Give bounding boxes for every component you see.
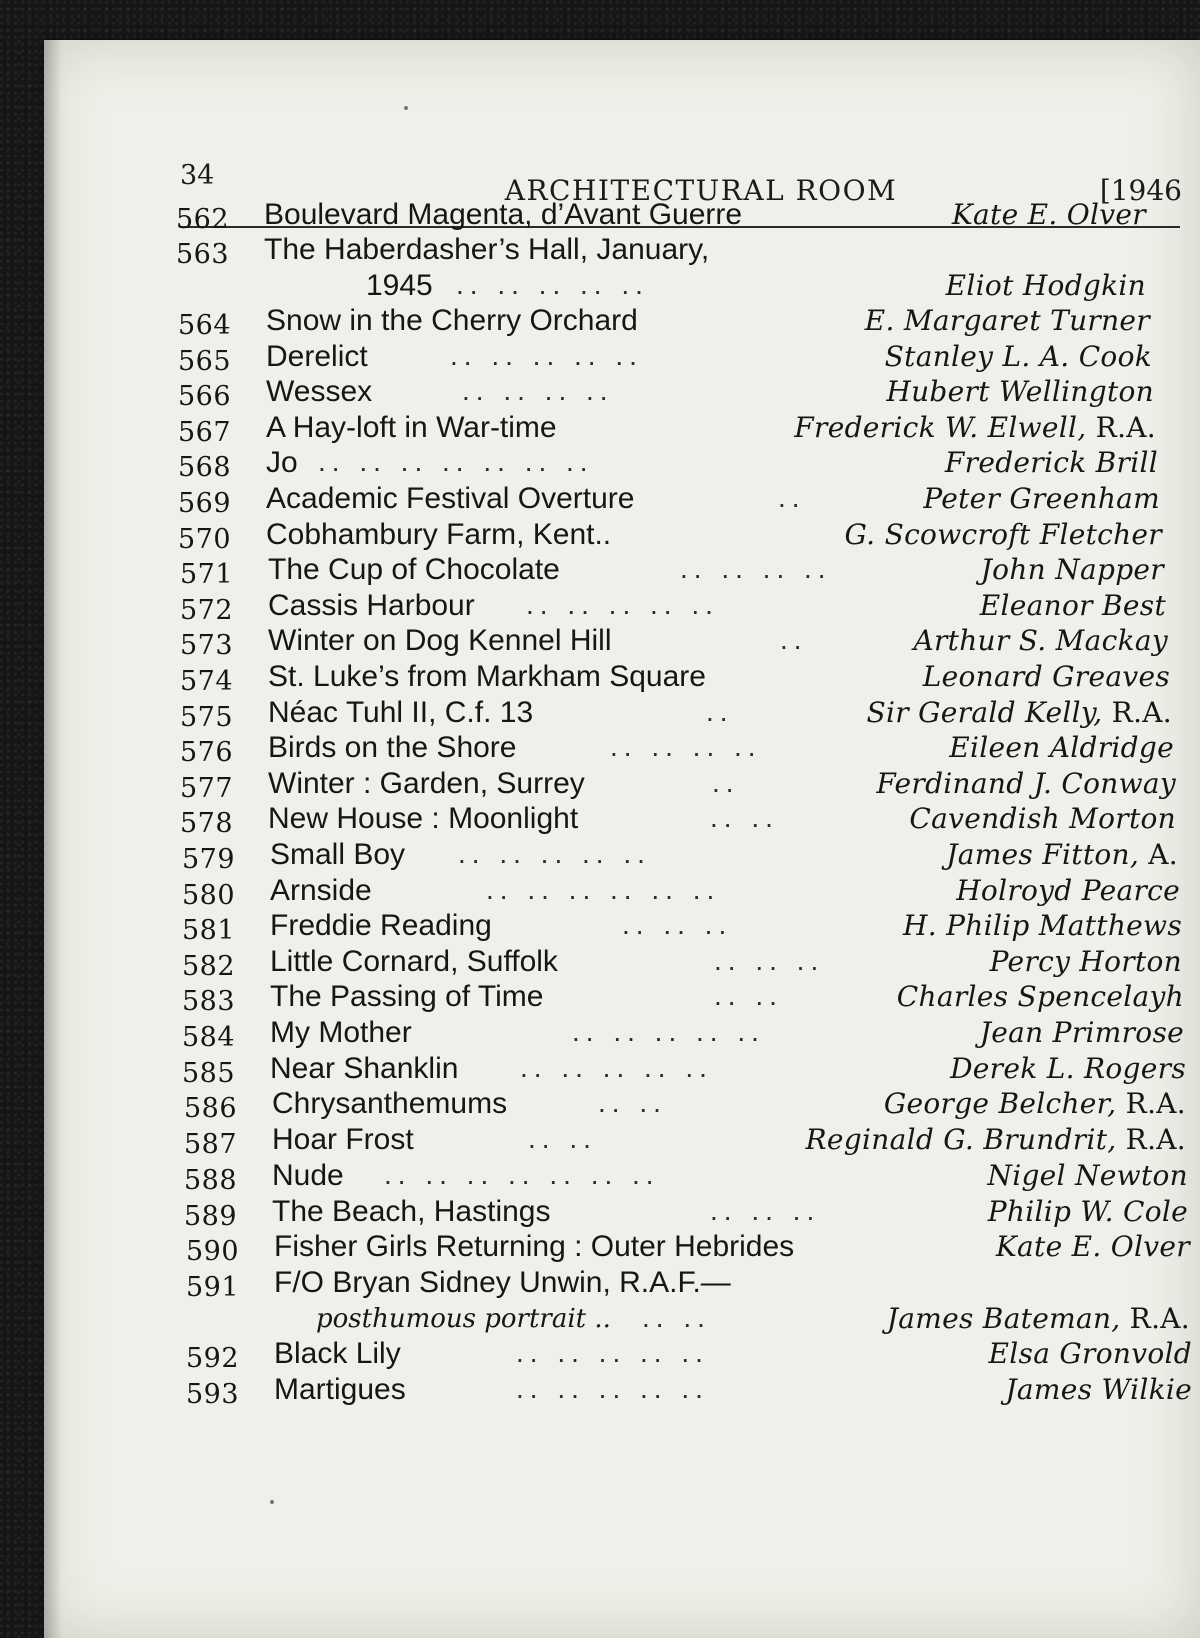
list-item — [176, 269, 1146, 305]
list-item — [182, 945, 1182, 981]
list-item — [186, 1266, 1190, 1302]
entry-number: 592 — [186, 1343, 240, 1374]
entry-title: Small Boy — [270, 838, 406, 871]
entry-artist — [923, 482, 1160, 515]
entry-number: 574 — [180, 666, 234, 697]
entry-number: 590 — [186, 1236, 240, 1267]
list-item — [184, 1159, 1188, 1195]
entry-artist — [876, 767, 1176, 800]
entry-title: St. Luke’s from Markham Square — [268, 660, 706, 693]
artist-name: Elsa Gronvold — [988, 1337, 1192, 1370]
list-item — [180, 624, 1168, 660]
entry-title: Arnside — [270, 874, 372, 907]
entry-number: 567 — [178, 417, 232, 448]
artist-name: Charles Spencelayh — [896, 980, 1184, 1013]
entry-number: 579 — [182, 844, 236, 875]
entry-artist — [806, 1123, 1186, 1156]
entry-artist — [867, 696, 1172, 729]
entry-title: My Mother — [270, 1016, 412, 1049]
entry-artist — [945, 446, 1158, 479]
artist-name: Philip W. Cole — [987, 1195, 1188, 1228]
entry-title: F/O Bryan Sidney Unwin, R.A.F.— — [274, 1266, 731, 1299]
artist-suffix: R.A. — [1116, 1123, 1186, 1156]
artist-name: Stanley L. A. Cook — [884, 340, 1152, 373]
entry-title: Cobhambury Farm, Kent.. — [266, 518, 612, 551]
leader-dots: .. .. .. .. — [462, 375, 614, 406]
entry-artist — [988, 1195, 1188, 1228]
entry-title: Cassis Harbour — [268, 589, 475, 622]
leader-dots: .. .. — [714, 980, 783, 1011]
leader-dots: .. — [712, 767, 740, 798]
leader-dots: .. .. .. .. .. — [516, 1373, 709, 1404]
entry-artist — [903, 909, 1182, 942]
entry-artist — [981, 553, 1164, 586]
list-item — [182, 980, 1184, 1016]
artist-name: Jean Primrose — [979, 1016, 1184, 1049]
leader-dots: .. .. — [642, 1302, 711, 1333]
entry-title: Hoar Frost — [272, 1123, 414, 1156]
list-item — [180, 589, 1166, 625]
entry-number: 576 — [180, 737, 234, 768]
entry-artist — [987, 1159, 1188, 1192]
list-item — [186, 1230, 1190, 1266]
entry-number: 562 — [176, 204, 230, 235]
entry-title: Little Cornard, Suffolk — [270, 945, 558, 978]
list-item — [184, 1087, 1186, 1123]
entry-artist — [884, 1087, 1186, 1120]
list-item — [178, 446, 1158, 482]
entry-artist — [913, 624, 1168, 657]
artist-name: Ferdinand J. Conway — [876, 767, 1176, 800]
list-item — [182, 838, 1178, 874]
artist-name: Percy Horton — [989, 945, 1182, 978]
entry-title: Near Shanklin — [270, 1052, 459, 1085]
entry-number: 575 — [180, 702, 234, 733]
list-item — [178, 304, 1150, 340]
entry-number: 568 — [178, 452, 232, 483]
leader-dots: .. .. .. .. — [610, 731, 762, 762]
entry-title: Winter : Garden, Surrey — [268, 767, 585, 800]
entry-title: Chrysanthemums — [272, 1087, 508, 1120]
entry-number: 570 — [178, 524, 232, 555]
entry-artist — [989, 1337, 1192, 1370]
list-item — [182, 1052, 1186, 1088]
entry-title: Academic Festival Overture — [266, 482, 635, 515]
artist-name: Holroyd Pearce — [956, 874, 1180, 907]
artist-name: Frederick W. Elwell, — [794, 411, 1087, 444]
entry-artist — [950, 1052, 1186, 1085]
entry-artist — [794, 411, 1156, 444]
artist-suffix: A. — [1139, 838, 1178, 871]
artist-suffix: R.A. — [1120, 1302, 1190, 1335]
entry-number: 587 — [184, 1129, 238, 1160]
entry-artist — [923, 660, 1170, 693]
list-item — [182, 874, 1180, 910]
leader-dots: .. .. .. .. .. .. .. — [384, 1159, 660, 1190]
book-page — [44, 40, 1200, 1638]
leader-dots: .. .. .. .. .. — [458, 838, 651, 869]
entry-number: 563 — [176, 239, 230, 270]
leader-dots: .. .. — [710, 802, 779, 833]
list-item — [180, 660, 1170, 696]
entry-title: Fisher Girls Returning : Outer Hebrides — [274, 1230, 795, 1263]
leader-dots: .. .. .. .. .. .. .. — [318, 446, 594, 477]
list-item — [186, 1302, 1190, 1338]
entry-artist — [980, 589, 1166, 622]
entry-artist — [845, 518, 1162, 551]
entry-number: 571 — [180, 559, 234, 590]
artist-suffix: R.A. — [1086, 411, 1156, 444]
entry-title: Néac Tuhl II, C.f. 13 — [268, 696, 534, 729]
list-item — [180, 731, 1174, 767]
artist-suffix: R.A. — [1102, 696, 1172, 729]
entry-title: The Beach, Hastings — [272, 1195, 551, 1228]
list-item — [182, 1016, 1184, 1052]
page-number: 34 — [180, 160, 215, 191]
entry-number: 569 — [178, 488, 232, 519]
artist-name: John Napper — [980, 553, 1164, 586]
artist-name: Nigel Newton — [987, 1159, 1188, 1192]
entry-artist — [952, 198, 1146, 231]
entry-title: Boulevard Magenta, d’Avant Guerre — [264, 198, 743, 231]
artist-name: Cavendish Morton — [909, 802, 1176, 835]
leader-dots: .. .. .. .. — [680, 553, 832, 584]
artist-name: Kate E. Olver — [995, 1230, 1190, 1263]
list-item — [178, 375, 1154, 411]
entry-artist — [887, 1302, 1190, 1335]
entry-artist — [885, 340, 1152, 373]
entry-artist — [865, 304, 1150, 337]
artist-name: Leonard Greaves — [922, 660, 1170, 693]
entry-title: Martigues — [274, 1373, 406, 1406]
entry-title: The Haberdasher’s Hall, January, — [264, 233, 710, 266]
list-item — [178, 340, 1152, 376]
entry-title: 1945 — [366, 269, 433, 302]
leader-dots: .. .. .. .. .. — [456, 269, 649, 300]
entry-artist — [897, 980, 1184, 1013]
artist-name: James Wilkie — [1005, 1373, 1192, 1406]
entry-title: The Cup of Chocolate — [268, 553, 560, 586]
leader-dots: .. .. .. .. .. — [520, 1052, 713, 1083]
leader-dots: .. .. .. — [622, 909, 733, 940]
list-item — [182, 909, 1182, 945]
entry-artist — [946, 838, 1178, 871]
artist-name: Eleanor Best — [979, 589, 1166, 622]
artist-name: James Bateman, — [886, 1302, 1121, 1335]
leader-dots: .. .. .. .. .. — [526, 589, 719, 620]
entry-artist — [980, 1016, 1184, 1049]
leader-dots: .. .. — [528, 1123, 597, 1154]
leader-dots: .. — [780, 624, 808, 655]
entry-number: 588 — [184, 1165, 238, 1196]
artist-name: Derek L. Rogers — [950, 1052, 1186, 1085]
entry-title: Snow in the Cherry Orchard — [266, 304, 638, 337]
entry-number: 589 — [184, 1201, 238, 1232]
list-item — [184, 1123, 1186, 1159]
leader-dots: .. .. .. — [714, 945, 825, 976]
entry-artist — [909, 802, 1176, 835]
entry-title: Winter on Dog Kennel Hill — [268, 624, 612, 657]
entry-title: New House : Moonlight — [268, 802, 579, 835]
artist-name: G. Scowcroft Fletcher — [844, 518, 1162, 551]
entry-number: 565 — [178, 346, 232, 377]
entry-number: 591 — [186, 1272, 240, 1303]
artist-name: Sir Gerald Kelly, — [866, 696, 1103, 729]
entry-number: 585 — [182, 1058, 236, 1089]
artist-name: Reginald G. Brundrit, — [805, 1123, 1117, 1156]
entry-title: Jo — [266, 446, 298, 479]
artist-name: Frederick Brill — [944, 446, 1158, 479]
artist-name: George Belcher, — [883, 1087, 1117, 1120]
entry-title: A Hay-loft in War-time — [266, 411, 557, 444]
entry-title: Derelict — [266, 340, 368, 373]
artist-name: Peter Greenham — [923, 482, 1160, 515]
list-item — [178, 518, 1162, 554]
list-item — [176, 198, 1146, 234]
entry-artist — [990, 945, 1182, 978]
list-item — [178, 482, 1160, 518]
leader-dots: .. .. — [598, 1087, 667, 1118]
entry-number: 573 — [180, 630, 234, 661]
entry-list — [44, 40, 1200, 1638]
leader-dots: .. — [706, 696, 734, 727]
entry-number: 593 — [186, 1379, 240, 1410]
year-label: [1946 — [1099, 174, 1182, 207]
section-title: ARCHITECTURAL ROOM — [504, 174, 898, 207]
list-item — [180, 767, 1176, 803]
leader-dots: .. .. .. — [710, 1195, 821, 1226]
artist-name: Hubert Wellington — [886, 375, 1154, 408]
list-item — [184, 1195, 1188, 1231]
entry-number: 578 — [180, 808, 234, 839]
artist-suffix: R.A. — [1116, 1087, 1186, 1120]
list-item — [176, 233, 1146, 269]
entry-number: 566 — [178, 381, 232, 412]
leader-dots: .. .. .. .. .. .. — [486, 874, 721, 905]
artist-name: Eileen Aldridge — [949, 731, 1174, 764]
artist-name: H. Philip Matthews — [903, 909, 1182, 942]
entry-number: 572 — [180, 595, 234, 626]
entry-title: Freddie Reading — [270, 909, 492, 942]
entry-number: 584 — [182, 1022, 236, 1053]
entry-artist — [1005, 1373, 1192, 1406]
list-item — [186, 1337, 1192, 1373]
artist-name: James Fitton, — [946, 838, 1140, 871]
list-item — [180, 553, 1164, 589]
leader-dots: .. .. .. .. .. — [516, 1337, 709, 1368]
entry-title: Black Lily — [274, 1337, 401, 1370]
entry-number: 581 — [182, 915, 236, 946]
entry-title: Birds on the Shore — [268, 731, 517, 764]
list-item — [186, 1373, 1192, 1409]
entry-artist — [946, 269, 1146, 302]
entry-title: Wessex — [266, 375, 373, 408]
artist-name: Arthur S. Mackay — [913, 624, 1168, 657]
entry-artist — [886, 375, 1154, 408]
entry-title: Nude — [272, 1159, 344, 1192]
entry-number: 583 — [182, 986, 236, 1017]
leader-dots: .. .. .. .. .. — [572, 1016, 765, 1047]
entry-number: 577 — [180, 773, 234, 804]
entry-number: 582 — [182, 951, 236, 982]
entry-number: 586 — [184, 1093, 238, 1124]
list-item — [180, 696, 1172, 732]
leader-dots: .. — [778, 482, 806, 513]
artist-name: Eliot Hodgkin — [945, 269, 1146, 302]
artist-name: Kate E. Olver — [951, 198, 1146, 231]
entry-artist — [949, 731, 1174, 764]
entry-title: posthumous portrait .. — [316, 1304, 611, 1334]
entry-title: The Passing of Time — [270, 980, 544, 1013]
entry-artist — [996, 1230, 1190, 1263]
artist-name: E. Margaret Turner — [864, 304, 1150, 337]
list-item — [178, 411, 1156, 447]
entry-number: 564 — [178, 310, 232, 341]
entry-number: 580 — [182, 880, 236, 911]
list-item — [180, 802, 1176, 838]
leader-dots: .. .. .. .. .. — [450, 340, 643, 371]
entry-artist — [956, 874, 1180, 907]
